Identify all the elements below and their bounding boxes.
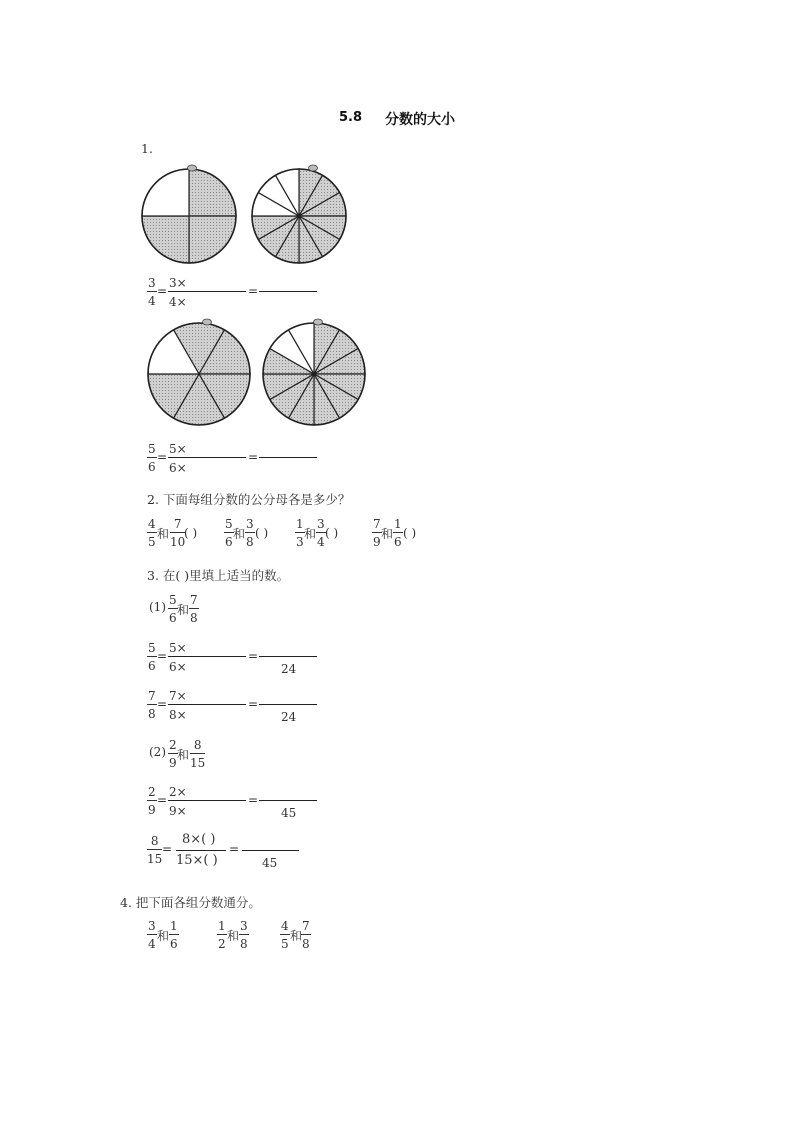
fraction-bar — [168, 704, 246, 705]
pie-9-12 — [252, 165, 346, 263]
q3-part1-label: (1) — [149, 600, 166, 614]
answer-blank[interactable]: ( ) — [184, 526, 198, 540]
pin-icon — [203, 319, 212, 325]
pin-icon — [188, 165, 197, 171]
answer-blank[interactable] — [259, 291, 317, 292]
equals-sign: = — [157, 450, 168, 464]
pin-icon — [314, 319, 323, 325]
answer-blank[interactable] — [259, 457, 317, 458]
fraction-7-8: $\frac{7}{8}$ — [148, 689, 156, 721]
fraction-bar — [168, 291, 246, 292]
q1-label: 1. — [141, 141, 153, 156]
fraction-5-6: $\frac{5}{6}$ — [148, 442, 156, 474]
answer-blank[interactable]: ( ) — [403, 526, 417, 540]
answer-blank[interactable] — [259, 656, 317, 657]
pie-3-4 — [142, 165, 236, 263]
multiplier-denominator: 6× — [169, 461, 187, 475]
q3-part2-label: (2) — [149, 745, 166, 759]
page-title: 分数的大小 — [385, 112, 455, 128]
q3-prompt: 3. 在( )里填上适当的数。 — [147, 568, 290, 583]
fraction-bar — [168, 457, 246, 458]
fraction-bar — [168, 800, 246, 801]
q4-prompt: 4. 把下面各组分数通分。 — [120, 895, 261, 910]
answer-blank[interactable]: ( ) — [325, 526, 339, 540]
fraction-8-15: $\frac{8}{15}$ — [147, 834, 163, 866]
fraction-2-9: $\frac{2}{9}$ — [148, 785, 156, 817]
fraction-bar — [176, 850, 226, 851]
answer-blank[interactable]: ( ) — [255, 526, 269, 540]
multiplier-numerator-blank[interactable]: 8×( ) — [182, 832, 216, 847]
fraction: $\frac{8}{15}$ — [190, 738, 206, 770]
answer-blank[interactable] — [259, 704, 317, 705]
fraction: $\frac{5}{6}$ — [169, 593, 177, 625]
pie-5-6 — [148, 319, 250, 425]
equals-sign: = — [248, 284, 259, 298]
multiplier-denominator-blank[interactable]: 15×( ) — [176, 853, 218, 868]
fraction: $\frac{7}{8}$ — [190, 593, 198, 625]
answer-blank[interactable] — [242, 850, 299, 851]
q2-prompt: 2. 下面每组分数的公分母各是多少？ — [147, 492, 351, 507]
equals-sign: = — [248, 450, 259, 464]
multiplier-numerator: 5× — [169, 442, 187, 456]
equals-sign: = — [157, 284, 168, 298]
fraction-5-6: $\frac{5}{6}$ — [148, 641, 156, 673]
multiplier-numerator: 3× — [169, 276, 187, 290]
fraction: $\frac{2}{9}$ — [169, 738, 177, 770]
pie-10-12 — [263, 319, 365, 425]
fraction-3-4: $\frac{3}{4}$ — [148, 276, 156, 308]
pin-icon — [309, 165, 318, 171]
multiplier-denominator: 4× — [169, 295, 187, 309]
answer-blank[interactable] — [259, 800, 317, 801]
section-number: 5.8 — [339, 110, 363, 125]
fraction-bar — [168, 656, 246, 657]
